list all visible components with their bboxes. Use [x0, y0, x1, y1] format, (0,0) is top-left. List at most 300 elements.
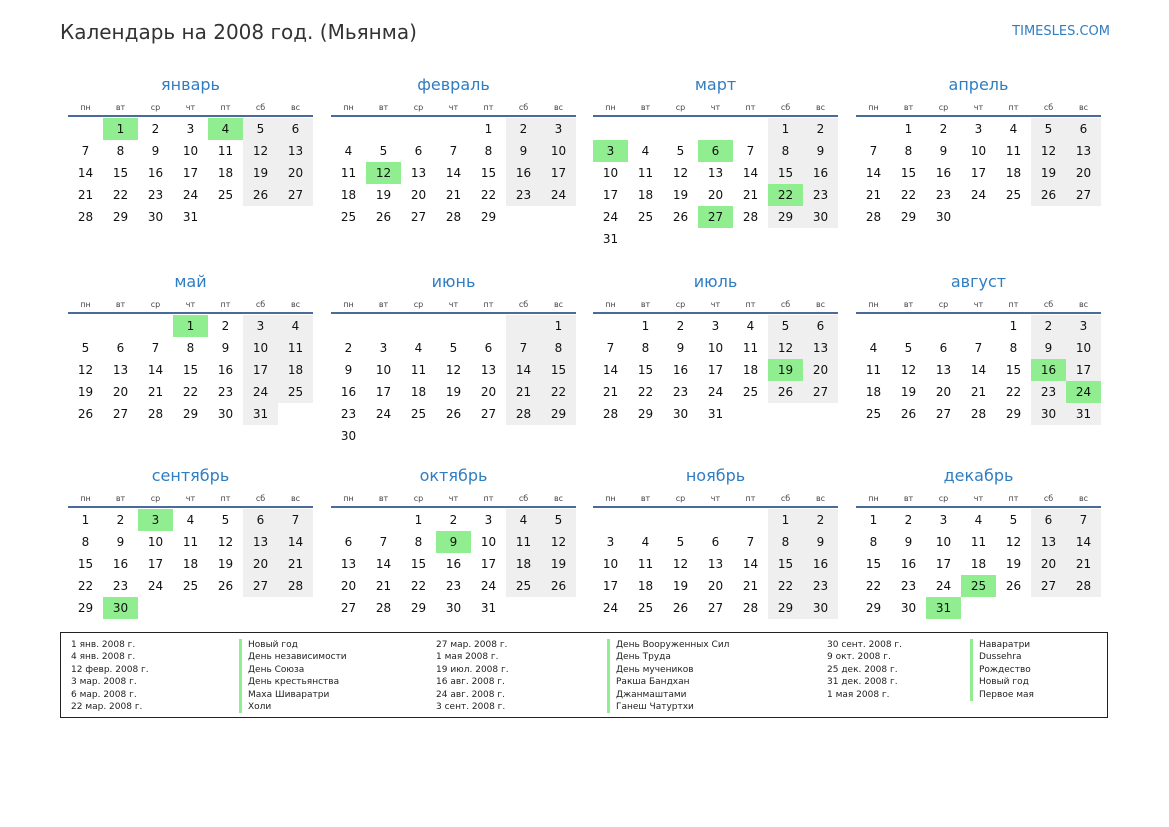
- day-cell: 19: [1031, 162, 1066, 184]
- day-cell: 19: [243, 162, 278, 184]
- day-cell: 7: [1066, 509, 1101, 531]
- day-cell: 28: [602, 407, 619, 421]
- day-cell: 25: [1005, 188, 1022, 202]
- day-cell: 14: [865, 166, 882, 180]
- weekday-label: пт: [745, 494, 756, 503]
- day-cell: 5: [768, 315, 803, 337]
- month-block: [331, 75, 576, 228]
- day-cell: 30: [217, 407, 234, 421]
- day-cell: 17: [375, 385, 392, 399]
- empty-cell: [663, 509, 698, 531]
- day-cell: 11: [506, 531, 541, 553]
- day-cell: 24: [707, 385, 724, 399]
- month-name: август: [950, 272, 1007, 291]
- weekday-label: пт: [483, 103, 494, 112]
- page-title: Календарь на 2008 год. (Мьянма): [60, 20, 417, 44]
- day-cell: 10: [935, 535, 952, 549]
- weekday-label: сб: [1043, 103, 1054, 112]
- empty-cell: [401, 118, 436, 140]
- day-cell: 21: [865, 188, 882, 202]
- weekday-label: сб: [780, 103, 791, 112]
- day-cell: 3: [484, 513, 493, 527]
- day-cell: 1: [768, 509, 803, 531]
- day-cell: 18: [865, 385, 882, 399]
- day-cell: 8: [116, 144, 125, 158]
- day-cell: 2: [151, 122, 160, 136]
- weekday-label: вт: [378, 103, 389, 112]
- legend-holiday-date: 3 сент. 2008 г.: [436, 702, 506, 713]
- empty-cell: [593, 118, 628, 140]
- weekday-label: сб: [255, 300, 266, 309]
- holiday-day-cell: 19: [768, 359, 803, 381]
- day-cell: 28: [865, 210, 882, 224]
- day-cell: 13: [480, 363, 497, 377]
- day-cell: 16: [147, 166, 164, 180]
- weekday-label: вс: [815, 494, 826, 503]
- weekday-label: вт: [115, 103, 126, 112]
- day-cell: 22: [410, 579, 427, 593]
- day-cell: 20: [935, 385, 952, 399]
- day-cell: 13: [340, 557, 357, 571]
- weekday-label: пн: [80, 300, 91, 309]
- day-cell: 3: [606, 535, 615, 549]
- weekday-label: вт: [640, 103, 651, 112]
- day-cell: 6: [243, 509, 278, 531]
- weekday-label: сб: [255, 103, 266, 112]
- day-cell: 1: [869, 513, 878, 527]
- weekday-header: [856, 101, 1101, 117]
- day-cell: 9: [1031, 337, 1066, 359]
- weekday-header: [856, 298, 1101, 314]
- day-cell: 7: [606, 341, 615, 355]
- empty-cell: [366, 315, 401, 337]
- day-cell: 19: [900, 385, 917, 399]
- day-cell: 10: [1066, 337, 1101, 359]
- day-cell: 3: [974, 122, 983, 136]
- day-cell: 23: [803, 575, 838, 597]
- day-cell: 8: [186, 341, 195, 355]
- day-cell: 23: [217, 385, 234, 399]
- weekday-header: [593, 492, 838, 508]
- day-cell: 8: [81, 535, 90, 549]
- day-cell: 22: [480, 188, 497, 202]
- day-grid: [68, 117, 313, 228]
- month-name: октябрь: [419, 466, 488, 485]
- holiday-day-cell: 12: [366, 162, 401, 184]
- holiday-day-cell: 9: [436, 531, 471, 553]
- day-cell: 19: [541, 553, 576, 575]
- day-cell: 30: [935, 210, 952, 224]
- day-cell: 19: [1005, 557, 1022, 571]
- day-cell: 13: [243, 531, 278, 553]
- day-cell: 6: [278, 118, 313, 140]
- holiday-day-cell: 25: [961, 575, 996, 597]
- day-cell: 22: [77, 579, 94, 593]
- empty-cell: [506, 315, 541, 337]
- day-cell: 7: [746, 535, 755, 549]
- day-cell: 9: [904, 535, 913, 549]
- weekday-label: вс: [1078, 300, 1089, 309]
- day-cell: 7: [974, 341, 983, 355]
- weekday-label: вс: [1078, 103, 1089, 112]
- legend-holiday-date: 27 мар. 2008 г.: [436, 640, 508, 650]
- weekday-label: сб: [518, 494, 529, 503]
- day-cell: 27: [340, 601, 357, 615]
- day-cell: 12: [77, 363, 94, 377]
- day-cell: 6: [939, 341, 948, 355]
- weekday-label: ср: [675, 103, 686, 112]
- day-cell: 23: [112, 579, 129, 593]
- day-cell: 18: [970, 557, 987, 571]
- weekday-label: пн: [605, 494, 616, 503]
- month-name: май: [174, 272, 207, 291]
- weekday-label: вс: [290, 300, 301, 309]
- day-cell: 6: [484, 341, 493, 355]
- day-cell: 18: [217, 166, 234, 180]
- day-cell: 3: [939, 513, 948, 527]
- weekday-label: ср: [150, 300, 161, 309]
- legend-holiday-date: 22 мар. 2008 г.: [71, 702, 143, 713]
- day-cell: 12: [217, 535, 234, 549]
- empty-cell: [436, 118, 471, 140]
- weekday-header: [331, 298, 576, 314]
- day-cell: 31: [182, 210, 199, 224]
- day-cell: 17: [935, 557, 952, 571]
- day-cell: 2: [803, 509, 838, 531]
- day-cell: 17: [243, 359, 278, 381]
- day-cell: 25: [865, 407, 882, 421]
- day-cell: 2: [1031, 315, 1066, 337]
- weekday-label: вт: [378, 300, 389, 309]
- legend-holiday-name: Ганеш Чатуртхи: [607, 701, 729, 713]
- day-cell: 12: [541, 531, 576, 553]
- day-cell: 6: [711, 535, 720, 549]
- empty-cell: [366, 509, 401, 531]
- weekday-header: [593, 101, 838, 117]
- day-cell: 19: [672, 579, 689, 593]
- day-cell: 5: [1031, 118, 1066, 140]
- day-cell: 16: [445, 557, 462, 571]
- weekday-label: вт: [115, 494, 126, 503]
- day-cell: 7: [869, 144, 878, 158]
- day-cell: 14: [602, 363, 619, 377]
- day-cell: 4: [641, 144, 650, 158]
- day-cell: 30: [672, 407, 689, 421]
- day-cell: 10: [541, 140, 576, 162]
- day-cell: 4: [974, 513, 983, 527]
- day-cell: 23: [340, 407, 357, 421]
- day-cell: 1: [641, 319, 650, 333]
- day-cell: 6: [344, 535, 353, 549]
- day-cell: 30: [1031, 403, 1066, 425]
- day-cell: 20: [340, 579, 357, 593]
- day-cell: 14: [970, 363, 987, 377]
- day-grid: [331, 508, 576, 619]
- day-cell: 21: [445, 188, 462, 202]
- day-cell: 26: [541, 575, 576, 597]
- day-cell: 10: [707, 341, 724, 355]
- day-cell: 25: [637, 210, 654, 224]
- day-cell: 29: [637, 407, 654, 421]
- day-cell: 15: [1005, 363, 1022, 377]
- weekday-label: пт: [1008, 494, 1019, 503]
- day-grid: [856, 508, 1101, 619]
- day-cell: 11: [1005, 144, 1022, 158]
- empty-cell: [698, 509, 733, 531]
- day-cell: 31: [243, 403, 278, 425]
- empty-cell: [331, 118, 366, 140]
- holiday-day-cell: 16: [1031, 359, 1066, 381]
- weekday-label: ср: [150, 494, 161, 503]
- day-cell: 20: [112, 385, 129, 399]
- day-cell: 1: [541, 315, 576, 337]
- day-cell: 29: [1005, 407, 1022, 421]
- day-cell: 22: [865, 579, 882, 593]
- day-cell: 14: [147, 363, 164, 377]
- month-name: июнь: [431, 272, 476, 291]
- empty-cell: [926, 315, 961, 337]
- weekday-header: [856, 492, 1101, 508]
- day-cell: 15: [900, 166, 917, 180]
- day-cell: 9: [939, 144, 948, 158]
- day-cell: 12: [768, 337, 803, 359]
- day-cell: 6: [803, 315, 838, 337]
- holiday-day-cell: 4: [208, 118, 243, 140]
- weekday-label: ср: [150, 103, 161, 112]
- day-cell: 28: [970, 407, 987, 421]
- empty-cell: [698, 118, 733, 140]
- empty-cell: [331, 509, 366, 531]
- holiday-day-cell: 24: [1066, 381, 1101, 403]
- day-cell: 29: [480, 210, 497, 224]
- day-cell: 4: [278, 315, 313, 337]
- day-cell: 10: [602, 557, 619, 571]
- weekday-label: чт: [710, 103, 721, 112]
- day-cell: 3: [243, 315, 278, 337]
- holiday-day-cell: 1: [173, 315, 208, 337]
- day-cell: 24: [375, 407, 392, 421]
- day-cell: 10: [147, 535, 164, 549]
- day-cell: 5: [81, 341, 90, 355]
- weekday-label: пн: [868, 300, 879, 309]
- day-cell: 15: [637, 363, 654, 377]
- weekday-label: сб: [518, 103, 529, 112]
- weekday-label: пн: [80, 103, 91, 112]
- weekday-label: чт: [710, 494, 721, 503]
- day-cell: 11: [278, 337, 313, 359]
- day-cell: 12: [900, 363, 917, 377]
- empty-cell: [628, 118, 663, 140]
- day-cell: 29: [112, 210, 129, 224]
- day-cell: 14: [375, 557, 392, 571]
- day-cell: 6: [414, 144, 423, 158]
- holiday-day-cell: 31: [926, 597, 961, 619]
- empty-cell: [593, 315, 628, 337]
- day-cell: 29: [77, 601, 94, 615]
- month-block: [856, 272, 1101, 425]
- day-cell: 28: [375, 601, 392, 615]
- day-cell: 24: [935, 579, 952, 593]
- day-cell: 23: [935, 188, 952, 202]
- day-cell: 31: [480, 601, 497, 615]
- weekday-label: чт: [185, 494, 196, 503]
- day-cell: 24: [182, 188, 199, 202]
- day-cell: 1: [1009, 319, 1018, 333]
- day-cell: 21: [742, 579, 759, 593]
- month-name: декабрь: [943, 466, 1014, 485]
- day-cell: 24: [602, 601, 619, 615]
- day-grid: [593, 117, 838, 250]
- legend-holiday-date: 1 мая 2008 г.: [827, 689, 890, 700]
- day-cell: 3: [379, 341, 388, 355]
- day-cell: 19: [445, 385, 462, 399]
- legend-holiday-date: 4 янв. 2008 г.: [71, 652, 136, 663]
- day-cell: 11: [340, 166, 357, 180]
- day-cell: 26: [900, 407, 917, 421]
- holiday-day-cell: 1: [103, 118, 138, 140]
- day-cell: 5: [221, 513, 230, 527]
- legend-holiday-date: 6 мар. 2008 г.: [71, 689, 137, 700]
- weekday-label: сб: [780, 300, 791, 309]
- day-cell: 17: [707, 363, 724, 377]
- legend-holiday-name: Рождество: [970, 664, 1034, 676]
- day-cell: 24: [602, 210, 619, 224]
- day-cell: 6: [1066, 118, 1101, 140]
- day-cell: 19: [77, 385, 94, 399]
- day-cell: 8: [484, 144, 493, 158]
- day-cell: 9: [676, 341, 685, 355]
- month-block: [68, 272, 313, 425]
- weekday-label: пт: [220, 300, 231, 309]
- day-cell: 5: [1009, 513, 1018, 527]
- legend-holiday-name: Ракша Бандхан: [607, 676, 729, 688]
- day-cell: 4: [641, 535, 650, 549]
- day-cell: 13: [707, 166, 724, 180]
- month-block: [68, 466, 313, 619]
- day-cell: 29: [182, 407, 199, 421]
- day-cell: 19: [672, 188, 689, 202]
- day-grid: [856, 314, 1101, 425]
- day-cell: 21: [970, 385, 987, 399]
- day-cell: 13: [1031, 531, 1066, 553]
- day-cell: 1: [484, 122, 493, 136]
- empty-cell: [331, 315, 366, 337]
- day-grid: [593, 508, 838, 619]
- day-cell: 31: [602, 232, 619, 246]
- day-cell: 23: [445, 579, 462, 593]
- day-cell: 18: [278, 359, 313, 381]
- day-cell: 14: [77, 166, 94, 180]
- day-cell: 25: [182, 579, 199, 593]
- day-cell: 29: [768, 206, 803, 228]
- empty-cell: [68, 315, 103, 337]
- day-cell: 8: [414, 535, 423, 549]
- empty-cell: [138, 315, 173, 337]
- weekday-label: сб: [1043, 300, 1054, 309]
- empty-cell: [436, 315, 471, 337]
- day-cell: 11: [637, 166, 654, 180]
- empty-cell: [401, 315, 436, 337]
- legend-holiday-name: Холи: [239, 701, 347, 713]
- day-cell: 2: [449, 513, 458, 527]
- day-cell: 11: [217, 144, 234, 158]
- day-cell: 10: [970, 144, 987, 158]
- legend-holiday-date: 25 дек. 2008 г.: [827, 664, 898, 675]
- day-cell: 22: [541, 381, 576, 403]
- day-grid: [331, 314, 576, 447]
- weekday-label: вт: [903, 103, 914, 112]
- day-cell: 4: [1009, 122, 1018, 136]
- empty-cell: [68, 118, 103, 140]
- legend-dates-col-1: [71, 639, 149, 713]
- month-block: [68, 75, 313, 228]
- weekday-label: вт: [640, 300, 651, 309]
- day-cell: 14: [1066, 531, 1101, 553]
- day-cell: 5: [379, 144, 388, 158]
- day-cell: 7: [278, 509, 313, 531]
- day-cell: 18: [340, 188, 357, 202]
- day-cell: 27: [803, 381, 838, 403]
- day-cell: 2: [116, 513, 125, 527]
- day-cell: 19: [217, 557, 234, 571]
- legend-holiday-name: Новый год: [239, 639, 347, 651]
- empty-cell: [663, 118, 698, 140]
- weekday-label: вт: [903, 300, 914, 309]
- day-cell: 24: [147, 579, 164, 593]
- site-link[interactable]: TIMESLES.COM: [1012, 24, 1110, 39]
- weekday-label: сб: [255, 494, 266, 503]
- day-cell: 6: [1031, 509, 1066, 531]
- day-cell: 3: [1066, 315, 1101, 337]
- day-cell: 4: [869, 341, 878, 355]
- weekday-label: вт: [115, 300, 126, 309]
- weekday-label: пт: [745, 103, 756, 112]
- day-cell: 17: [970, 166, 987, 180]
- day-cell: 27: [935, 407, 952, 421]
- day-cell: 30: [803, 206, 838, 228]
- day-cell: 13: [935, 363, 952, 377]
- day-cell: 5: [449, 341, 458, 355]
- day-cell: 27: [278, 184, 313, 206]
- day-cell: 4: [506, 509, 541, 531]
- day-cell: 5: [676, 535, 685, 549]
- day-cell: 2: [221, 319, 230, 333]
- day-cell: 13: [1066, 140, 1101, 162]
- weekday-label: вт: [378, 494, 389, 503]
- empty-cell: [103, 315, 138, 337]
- legend-holiday-name: Джанмаштами: [607, 689, 729, 701]
- weekday-label: пт: [1008, 103, 1019, 112]
- legend-holiday-name: Новый год: [970, 676, 1034, 688]
- day-cell: 31: [1066, 403, 1101, 425]
- day-cell: 16: [506, 162, 541, 184]
- day-cell: 7: [379, 535, 388, 549]
- day-cell: 15: [865, 557, 882, 571]
- weekday-header: [68, 101, 313, 117]
- day-cell: 21: [278, 553, 313, 575]
- month-block: [593, 272, 838, 425]
- weekday-header: [331, 101, 576, 117]
- legend-holiday-name: День Труда: [607, 651, 729, 663]
- day-cell: 28: [278, 575, 313, 597]
- month-name: сентябрь: [151, 466, 230, 485]
- weekday-label: пн: [80, 494, 91, 503]
- empty-cell: [733, 509, 768, 531]
- empty-cell: [856, 118, 891, 140]
- empty-cell: [628, 509, 663, 531]
- day-cell: 16: [672, 363, 689, 377]
- legend-holiday-date: 19 июл. 2008 г.: [436, 664, 509, 675]
